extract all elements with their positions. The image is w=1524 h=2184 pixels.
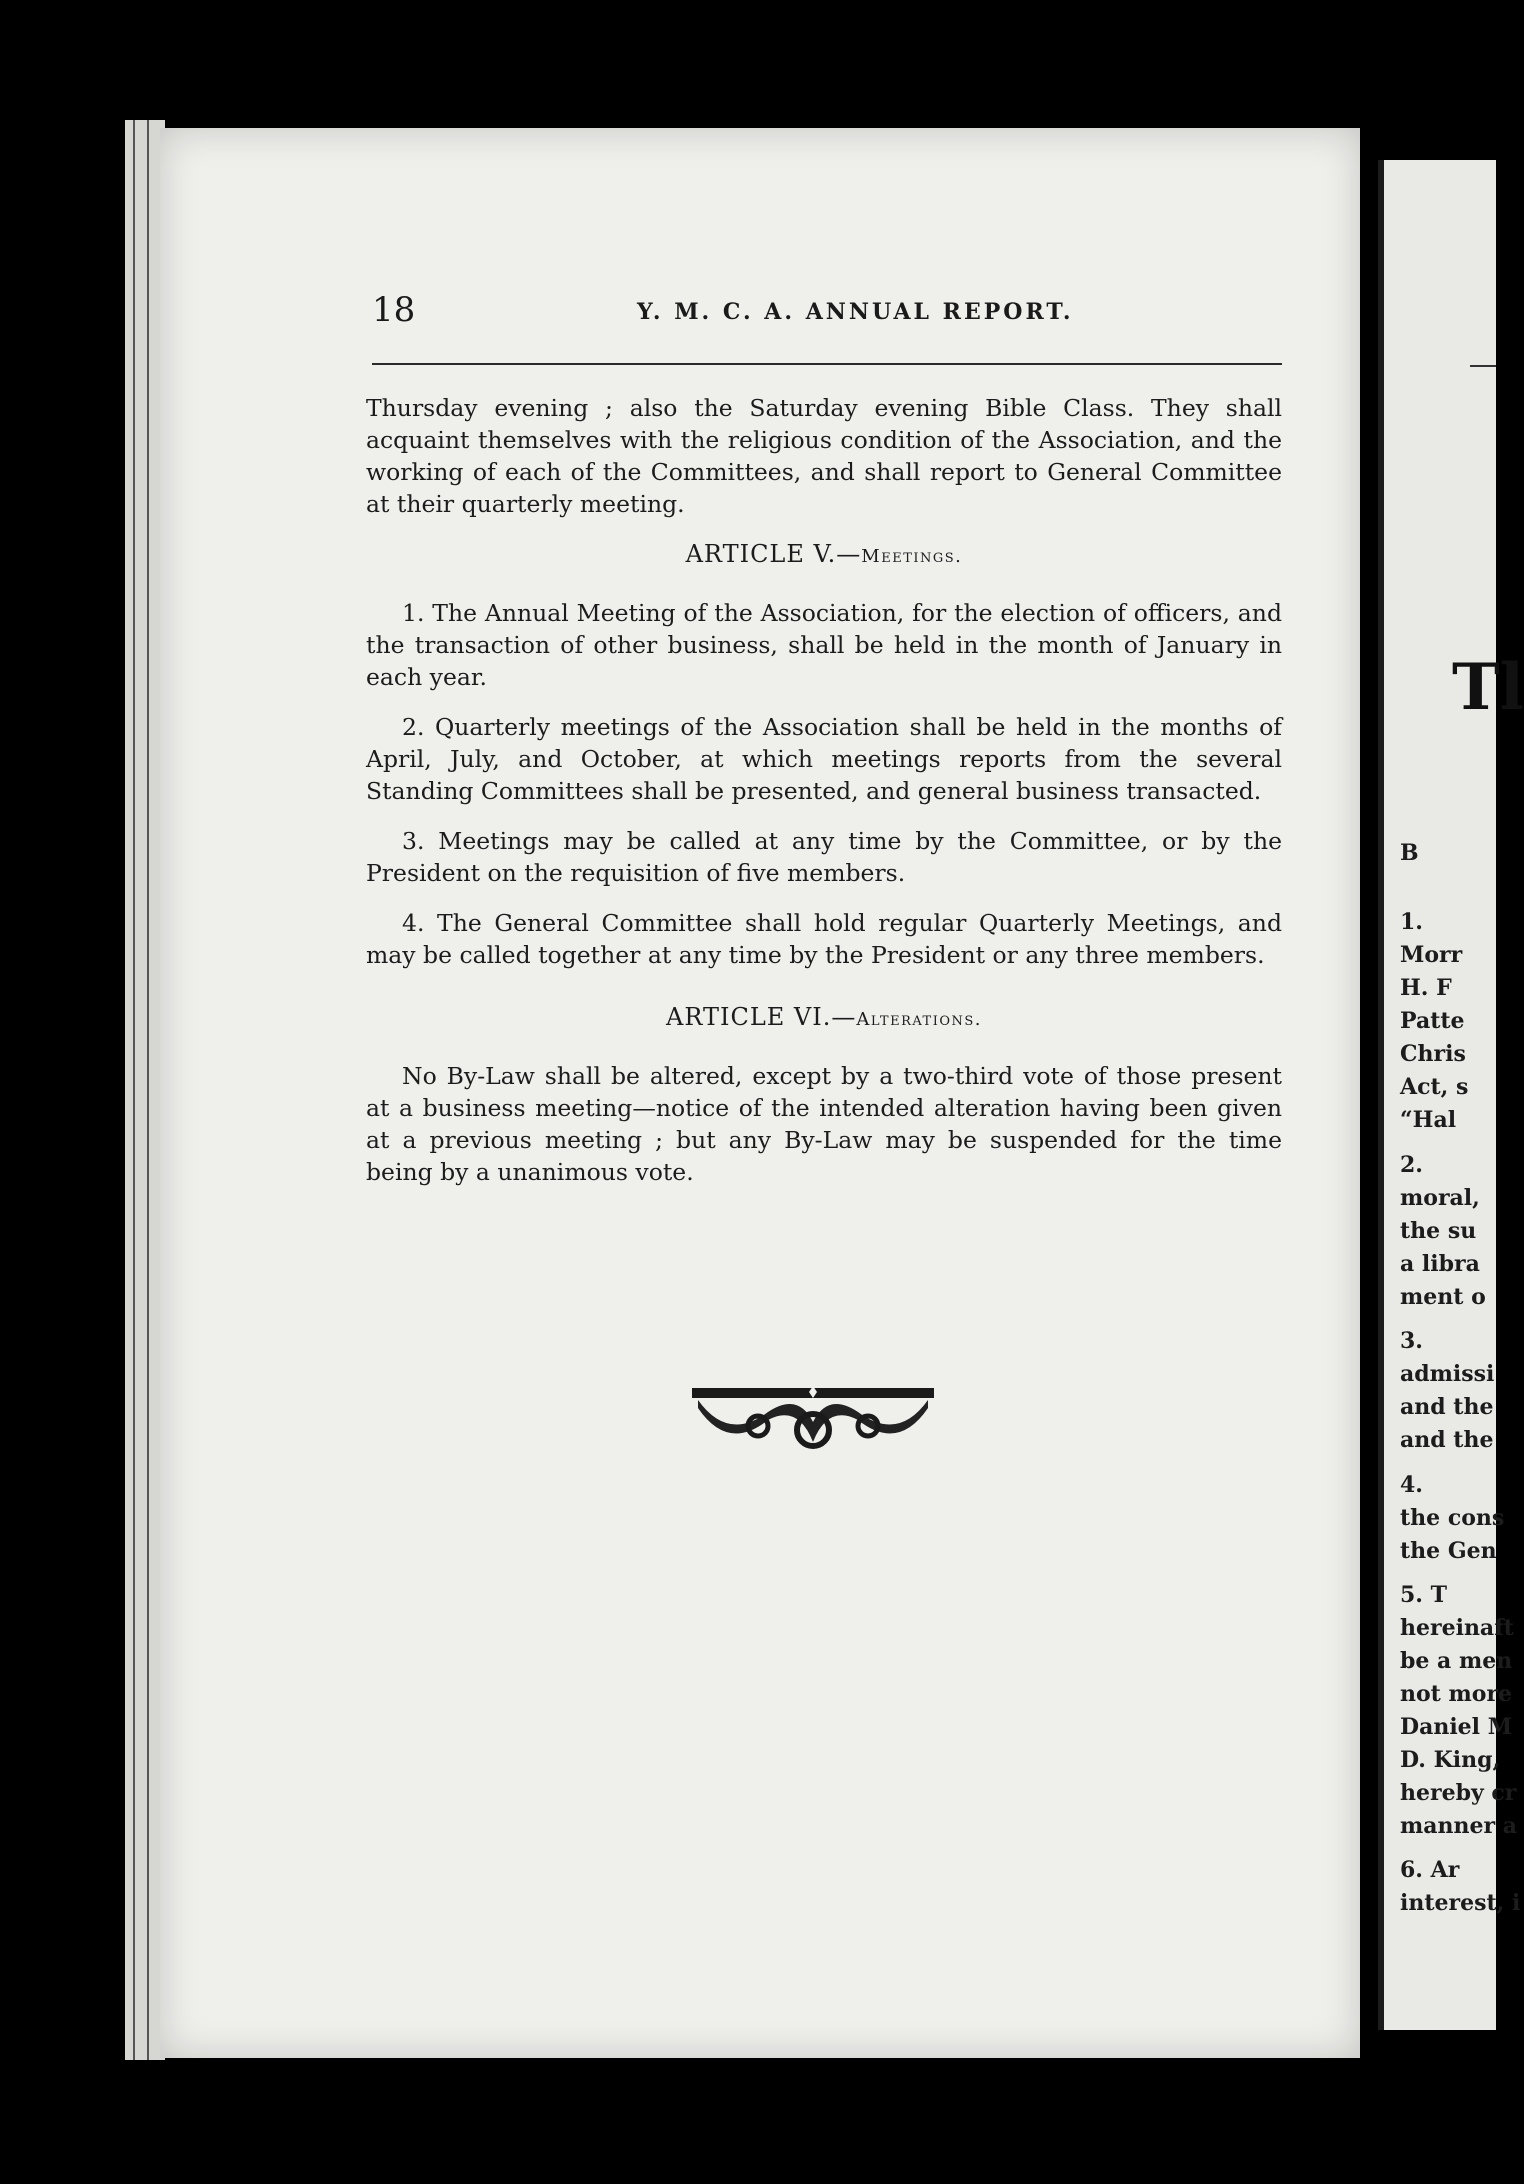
right-page-line: 5. T bbox=[1400, 1582, 1447, 1608]
article-6-text: No By-Law shall be altered, except by a two-third vote of those present at a business meeting—notice of the intended alteration having been given at a previous meeting ; but any By-Law may be suspended for the time being by a unanimous vote. bbox=[366, 1062, 1282, 1186]
right-page-line: not more bbox=[1400, 1681, 1513, 1707]
running-head: Y. M. C. A. ANNUAL REPORT. bbox=[637, 299, 1074, 325]
right-page-line: the su bbox=[1400, 1218, 1477, 1244]
page-number: 18 bbox=[372, 290, 416, 330]
right-page-line: H. F bbox=[1400, 975, 1452, 1001]
decorative-ornament bbox=[688, 1382, 938, 1464]
right-page-title-fragment: Tl bbox=[1452, 650, 1524, 725]
right-page-line: “Hal bbox=[1400, 1107, 1457, 1133]
right-page-line: B bbox=[1400, 840, 1419, 866]
right-page-line: admissi bbox=[1400, 1361, 1495, 1387]
page-edge bbox=[125, 120, 165, 2060]
right-page-line: Chris bbox=[1400, 1041, 1466, 1067]
right-page-line: 2. bbox=[1400, 1152, 1423, 1178]
right-page-line: Patte bbox=[1400, 1008, 1465, 1034]
right-page-line: 6. Ar bbox=[1400, 1857, 1460, 1883]
right-page-line: 1. bbox=[1400, 909, 1423, 935]
right-page-gutter bbox=[1378, 160, 1384, 2030]
right-page-line: the Gen bbox=[1400, 1538, 1497, 1564]
page-body bbox=[366, 392, 1282, 1188]
right-page-line: 3. bbox=[1400, 1328, 1423, 1354]
article-5-item-1: 1. The Annual Meeting of the Association, for the election of officers, and the transaction of other business, shall be held in the month of January in each year. bbox=[366, 599, 1282, 691]
right-page-line: and the bbox=[1400, 1427, 1494, 1453]
article-6-heading bbox=[366, 1001, 1282, 1036]
right-page-line: be a men bbox=[1400, 1648, 1513, 1674]
article-5-heading-sub: Meetings. bbox=[861, 546, 963, 567]
right-page-line: ment o bbox=[1400, 1284, 1486, 1310]
right-page-line: D. King, bbox=[1400, 1747, 1501, 1773]
article-5-item-3: 3. Meetings may be called at any time by the Committee, or by the President on the requisition of five members. bbox=[366, 827, 1282, 887]
right-page-line: the cons bbox=[1400, 1505, 1505, 1531]
right-page-line: interest, i bbox=[1400, 1890, 1521, 1916]
right-page-line: hereby cr bbox=[1400, 1780, 1517, 1806]
right-page-line: Act, s bbox=[1400, 1074, 1469, 1100]
right-page-line: Morr bbox=[1400, 942, 1463, 968]
article-5-item-4: 4. The General Committee shall hold regular Quarterly Meetings, and may be called together at any time by the President or any three members. bbox=[366, 909, 1282, 969]
right-page-line: hereinaft bbox=[1400, 1615, 1514, 1641]
article-6-heading-main: ARTICLE VI.— bbox=[665, 1003, 857, 1031]
article-5-heading bbox=[366, 538, 1282, 573]
intro-paragraph: Thursday evening ; also the Saturday evening Bible Class. They shall acquaint themselves with the religious condition of the Association, and the working of each of the Committees, and shall report to General Committee at their quarterly meeting. bbox=[366, 394, 1282, 518]
article-6-heading-sub: Alterations. bbox=[856, 1009, 983, 1030]
right-page-line: and the bbox=[1400, 1394, 1494, 1420]
right-page-line: 4. bbox=[1400, 1472, 1423, 1498]
article-5-heading-main: ARTICLE V.— bbox=[685, 540, 862, 568]
right-page-line: Daniel M bbox=[1400, 1714, 1513, 1740]
page-header bbox=[372, 290, 1282, 340]
right-page-line: a libra bbox=[1400, 1251, 1480, 1277]
header-rule bbox=[372, 363, 1282, 365]
right-page-rule-fragment bbox=[1470, 365, 1496, 367]
right-page-line: manner a bbox=[1400, 1813, 1518, 1839]
right-page-line: moral, bbox=[1400, 1185, 1480, 1211]
article-5-item-2: 2. Quarterly meetings of the Association shall be held in the months of April, July, and October, at which meetings reports from the several Standing Committees shall be presented, and general business transacted. bbox=[366, 713, 1282, 805]
